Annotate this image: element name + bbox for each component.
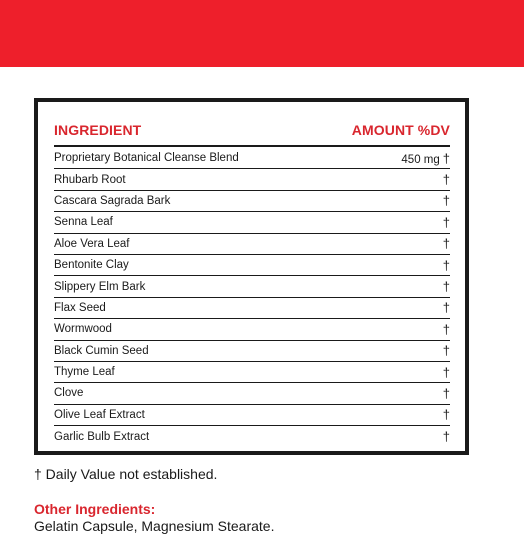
- ingredient-name: Garlic Bulb Extract: [54, 430, 150, 443]
- table-row: [54, 405, 450, 426]
- table-header: [54, 118, 450, 142]
- ingredient-amount: [440, 279, 450, 294]
- table-row: [54, 169, 450, 190]
- dv-dagger: †: [442, 429, 450, 445]
- ingredient-name: Wormwood: [54, 323, 112, 336]
- table-row: [54, 426, 450, 447]
- dv-dagger: †: [442, 150, 450, 166]
- other-ingredients-title: Other Ingredients:: [34, 501, 156, 517]
- ingredient-amount: [440, 215, 450, 230]
- dv-dagger: †: [442, 279, 450, 295]
- ingredient-amount: [440, 193, 450, 208]
- top-banner: [0, 0, 524, 67]
- ingredient-amount: [440, 258, 450, 273]
- ingredient-name: Flax Seed: [54, 301, 106, 314]
- table-row: [54, 298, 450, 319]
- dv-dagger: †: [442, 172, 450, 188]
- supplement-facts-panel: [34, 98, 469, 455]
- dv-dagger: †: [442, 407, 450, 423]
- ingredient-name: Black Cumin Seed: [54, 344, 149, 357]
- ingredient-name: Slippery Elm Bark: [54, 280, 146, 293]
- other-ingredients-list: Gelatin Capsule, Magnesium Stearate.: [34, 518, 275, 534]
- table-row: [54, 383, 450, 404]
- ingredient-name: Clove: [54, 387, 84, 400]
- ingredient-amount: [440, 343, 450, 358]
- ingredient-name: Aloe Vera Leaf: [54, 237, 130, 250]
- dv-dagger: †: [442, 193, 450, 209]
- ingredient-name: Cascara Sagrada Bark: [54, 194, 171, 207]
- header-ingredient: INGREDIENT: [54, 122, 142, 138]
- ingredient-name: Senna Leaf: [54, 216, 113, 229]
- table-row: [54, 234, 450, 255]
- dv-dagger: †: [442, 236, 450, 252]
- header-amount-dv: AMOUNT %DV: [351, 122, 450, 138]
- ingredient-amount: [440, 236, 450, 251]
- table-row: [54, 341, 450, 362]
- dv-dagger: †: [442, 214, 450, 230]
- table-row: [54, 191, 450, 212]
- ingredient-amount: [440, 300, 450, 315]
- ingredient-name: Proprietary Botanical Cleanse Blend: [54, 152, 239, 165]
- dv-dagger: †: [442, 300, 450, 316]
- ingredient-name: Bentonite Clay: [54, 259, 129, 272]
- ingredient-amount: [440, 322, 450, 337]
- ingredient-amount: [440, 407, 450, 422]
- ingredient-amount: [440, 365, 450, 380]
- dv-dagger: †: [442, 343, 450, 359]
- dv-dagger: †: [442, 321, 450, 337]
- table-row: [54, 212, 450, 233]
- header-divider: [54, 145, 450, 147]
- amount-value: 450 mg: [401, 153, 440, 166]
- table-row: [54, 362, 450, 383]
- ingredient-name: Thyme Leaf: [54, 366, 115, 379]
- ingredient-amount: [401, 151, 450, 166]
- ingredient-amount: [440, 172, 450, 187]
- ingredient-list: [54, 148, 450, 447]
- daily-value-footnote: † Daily Value not established.: [34, 466, 218, 482]
- dv-dagger: †: [442, 364, 450, 380]
- ingredient-amount: [440, 386, 450, 401]
- ingredient-name: Olive Leaf Extract: [54, 408, 145, 421]
- table-row: [54, 148, 450, 169]
- table-row: [54, 276, 450, 297]
- ingredient-amount: [440, 429, 450, 444]
- table-row: [54, 255, 450, 276]
- dv-dagger: †: [442, 257, 450, 273]
- table-row: [54, 319, 450, 340]
- dv-dagger: †: [442, 385, 450, 401]
- ingredient-name: Rhubarb Root: [54, 173, 126, 186]
